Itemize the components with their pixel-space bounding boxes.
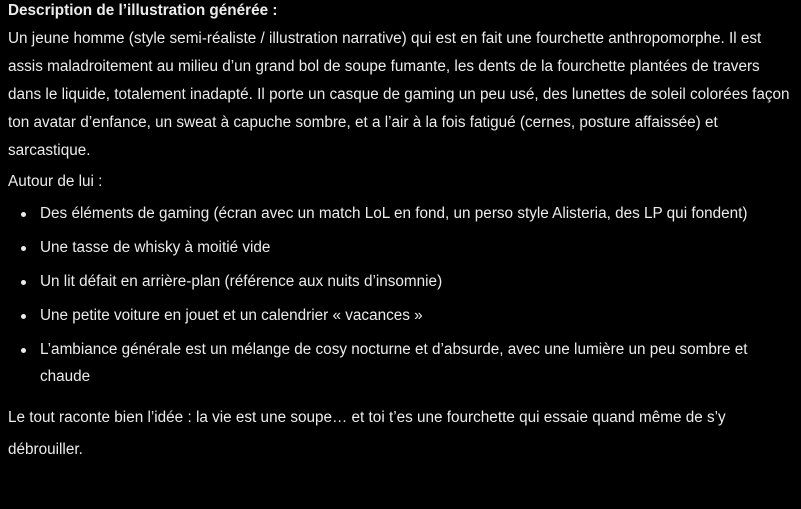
section-label: Autour de lui : <box>8 173 103 190</box>
list-item-text: L’ambiance générale est un mélange de cosy nocturne et d’absurde, avec une lumière un peu sombre et chaude <box>40 341 748 385</box>
list-item <box>8 336 794 390</box>
list-item <box>8 200 794 227</box>
bullet-icon <box>21 314 26 319</box>
list-item-text: Une tasse de whisky à moitié vide <box>40 239 271 256</box>
bullet-icon <box>21 246 26 251</box>
bullet-icon <box>21 212 26 217</box>
list-item-text: Un lit défait en arrière-plan (référence aux nuits d’insomnie) <box>40 273 443 290</box>
list-item-text: Une petite voiture en jouet et un calendrier « vacances » <box>40 307 423 324</box>
intro-paragraph: Un jeune homme (style semi-réaliste / illustration narrative) qui est en fait une fourchette anthropomorphe. Il est assis maladroitement au milieu d’un grand bol de soupe fumante, les dents de la fourchette plantées de travers dans le liquide, totalement inadapté. Il porte un casque de gaming un peu usé, des lunettes de soleil colorées façon ton avatar d’enfance, un sweat à capuche sombre, et a l’air à la fois fatigué (cernes, posture affaissée) et sarcastique. <box>8 30 790 159</box>
elements-list <box>8 200 794 390</box>
list-item <box>8 234 794 261</box>
list-item <box>8 268 794 295</box>
bullet-icon <box>21 280 26 285</box>
list-item-text: Des éléments de gaming (écran avec un match LoL en fond, un perso style Alisteria, des LP qui fondent) <box>40 205 748 222</box>
conclusion-paragraph: Le tout raconte bien l’idée : la vie est une soupe… et toi t’es une fourchette qui essaie quand même de s’y débrouiller. <box>8 409 726 458</box>
bullet-icon <box>21 348 26 353</box>
description-heading: Description de l’illustration générée : <box>8 2 278 19</box>
list-item <box>8 302 794 329</box>
document-body <box>8 0 794 466</box>
